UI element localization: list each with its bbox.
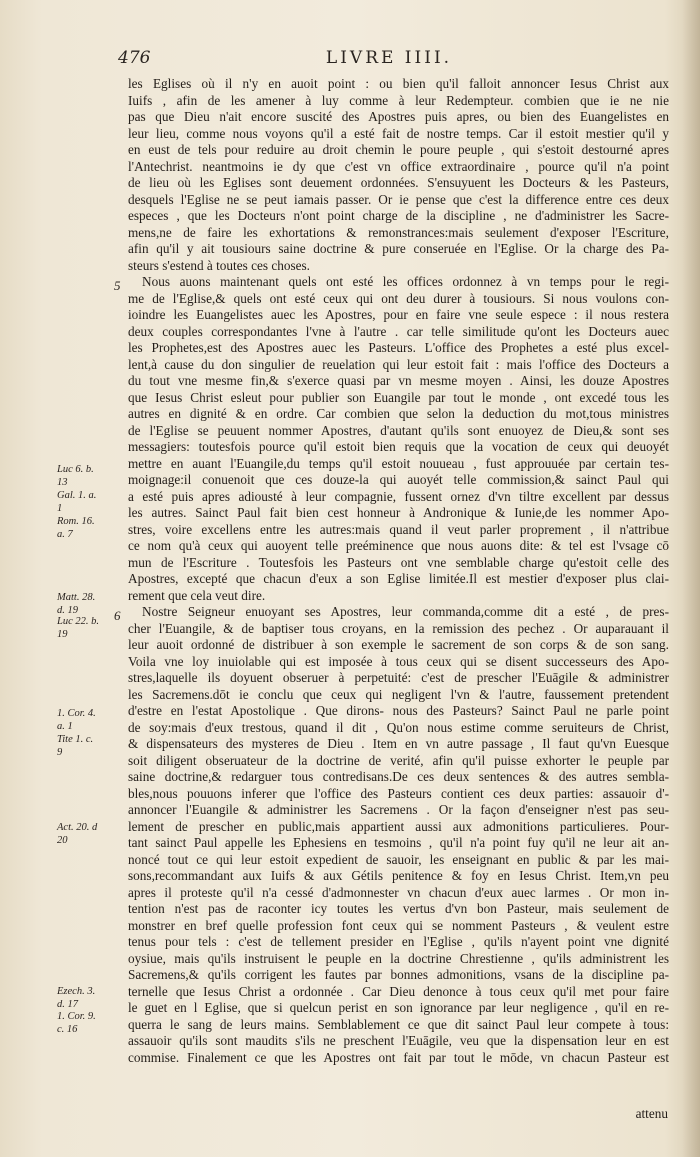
text-line: cher l'Euangile, & de baptiser tous croyans, en la remission des pechez . Or auparauant il (128, 620, 669, 636)
text-line: de lieu où les Eglises sont deuement ordonnées. S'ensuyuent les Docteurs & les Pasteurs, (128, 175, 669, 190)
text-line: Nous auons maintenant quels ont esté les offices ordonnez à vn temps pour le regi- (142, 274, 669, 289)
text-line: annoncer l'Euangile & administrer les Sacremens . Or la façon d'enseigner n'est pas seu- (128, 802, 669, 817)
text-line: Apostres, excepté que chacun d'eux a son Eglise limitée.Il est mestier d'exposer plus clai- (128, 571, 669, 586)
text-line: l'Antechrist. neantmoins ie dy que c'est vn office extraordinaire , pource qu'il n'a point (128, 158, 669, 174)
margin-note (57, 490, 115, 515)
text-line: Iuifs , afin de les amener à luy comme à leur Redempteur. combien que ie ne nie (128, 92, 669, 108)
text-line: saine doctrine,& redarguer tous contredisans.De ces deux sentences & des autres sembla- (128, 769, 669, 784)
text-line: me de l'Eglise,& quels ont esté ceux qui ont deu durer à tousiours. Si nous voulons con- (128, 290, 669, 306)
text-line: de soy:mais d'eux trestous, quand il dit , Qu'on nous estime comme seruiteurs de Christ, (128, 719, 669, 735)
text-line: les Eglises où il n'y en auoit point : ou bien qu'il falloit annoncer Iesus Christ aux (128, 76, 669, 91)
text-line: Nostre Seigneur enuoyant ses Apostres, leur commanda,comme dit a esté , de pres- (142, 604, 669, 619)
body-text (128, 76, 669, 1083)
running-head: LIVRE IIII. (325, 48, 453, 68)
text-line: mens,ne de faire les exhortations & remonstrances:mais seulement d'exposer l'Escriture, (128, 224, 669, 240)
text-line: afin qu'il y ait tousiours saine doctrine & pure conseruée en l'Eglise. Or la charge des Pa- (128, 241, 669, 256)
text-line: les Prophetes,est des Apostres auec les Pasteurs. L'office des Prophetes a esté plus excel- (128, 340, 669, 355)
text-line: apres il proteste qu'il n'a cessé d'admonnester vn chacun d'eux auec larmes . Or mon in- (128, 884, 669, 900)
text-line: les autres. Sainct Paul fait bien cest honneur à Andronique & Iunie,de les nommer Apo- (128, 505, 669, 520)
text-line: stres,laquelle ils doyuent obseruer à perpetuité: c'est de prescher l'Euāgile & administrer (128, 670, 669, 685)
text-line: leur auoit ordonné de distribuer à son exemple le sacrement de son corps & de son sang. (128, 637, 669, 652)
margin-note-line: 1. Cor. 4. (57, 708, 96, 719)
text-line: soit diligent obseruateur de la doctrine de verité, afin qu'il puisse exhorter le peuple par (128, 752, 669, 768)
text-line: tention n'est pas de raconter icy toutes les vertus d'vn bon Pasteur, mais seulement de (128, 901, 669, 916)
text-line: especes , que les Docteurs n'ont point charge de la discipline , ne d'administrer les Sacre- (128, 208, 669, 223)
text-line: tant sainct Paul appelle les Ephesiens en tesmoins , qu'il n'a point fuy qu'il ne leur ait an- (128, 835, 669, 850)
margin-note (57, 708, 115, 733)
text-line: steurs s'estend à toutes ces choses. (128, 257, 310, 273)
text-line: Voila vne loy inuiolable qui est imposée à tous ceux qui se disent successeurs des Apo- (128, 653, 669, 669)
margin-note (57, 986, 115, 1036)
catchword: attenu (635, 1106, 668, 1121)
margin-note-line: Gal. 1. a. (57, 490, 97, 501)
text-line: a esté puis apres adiousté à leur compagnie, fussent ornez d'vn tiltre excellent par dessus (128, 488, 669, 504)
margin-note-line: Luc 22. b. (57, 616, 99, 627)
text-line: lent,à cause du don singulier de reuelation qui leur estoit fait : mais l'office des Docteurs a (128, 356, 669, 372)
text-line: mun de l'Escriture . Toutesfois les Pasteurs ont vne semblable charge qu'estoit celle des (128, 554, 669, 570)
margin-note-line: 1. Cor. 9. (57, 1011, 96, 1022)
text-line: lement de prescher en public,mais appartient aussi aux admonitions particulieres. Pour- (128, 818, 669, 834)
text-line: le guet en l Eglise, que si quelcun perist en son ignorance par leur negligence , qu'il en re- (128, 1000, 669, 1015)
text-line: querra le sang de leurs mains. Semblablement ce que dit sainct Paul leur compete à tous: (128, 1016, 669, 1032)
margin-note (57, 464, 115, 489)
text-line (128, 1066, 669, 1083)
text-line: bles,nous pouuons inferer que l'office des Pasteurs contient ces deux parties: assauoir d'- (128, 785, 669, 801)
margin-note-line: a. 1 (57, 720, 73, 732)
margin-note-line: Rom. 16. (57, 516, 95, 527)
margin-note-line: d. 19 (57, 604, 78, 616)
text-line: de l'Eglise se peuuent nommer Apostres, d'autant qu'ils sont enuoyez de Dieu,& sont ses (128, 422, 669, 438)
margin-note (57, 616, 115, 641)
text-line: noncé tout ce qui leur estoit expedient de sauoir, les enseignant en public & par les mai- (128, 851, 669, 867)
text-line: commise. Finalement ce que les Apostres ont fait par tout le mōde, vn chacun Pasteur est (128, 1049, 669, 1065)
margin-note (57, 592, 115, 617)
text-line: rement que cela veut dire. (128, 587, 266, 603)
margin-note-line: 20 (57, 834, 68, 846)
margin-note-line: d. 17 (57, 998, 78, 1010)
text-line: leur lieu, comme nous voyons qu'il a esté fait de nostre temps. Car il estoit mestier qu'il y (128, 125, 669, 141)
text-line: que Iesus Christ esleut pour publier son Euangile par tout le monde , ont excedé tous les (128, 389, 669, 405)
margin-note-line: c. 16 (57, 1023, 78, 1035)
text-line: sons,recommandant aux Iuifs & aux Gétils penitence & foy en Iesus Christ. Item,vn peu (128, 868, 669, 883)
page-fold-shadow (682, 0, 700, 1157)
text-line: pas que Dieu n'ait encore suscité des Apostres puis apres, ou bien des Euangelistes en (128, 109, 669, 124)
margin-note-line: Tite 1. c. (57, 734, 94, 745)
margin-note (57, 734, 115, 759)
margin-note (57, 516, 115, 541)
text-line: d'estre en l'estat Apostolique . Que dirons- nous des Pasteurs? Sainct Paul ne parle point (128, 703, 669, 718)
text-line: ternelle que Iesus Christ a ordonnée . Car Dieu denonce à tous ceux qu'il met pour faire (128, 983, 669, 999)
text-line: messagiers: toutesfois pource qu'il estoit bien requis que la vocation de ceux qui deuoyét (128, 439, 669, 454)
text-line: tenus pour tels : c'est de tellement presider en l'Eglise , qu'ils n'ayent point vne dignité (128, 934, 669, 949)
section-number: 5 (114, 278, 121, 293)
margin-note-line: Matt. 28. (57, 592, 96, 603)
text-line: assauoir qu'ils sont maudits s'ils ne preschent l'Euāgile, veu que la dispensation leur en est (128, 1033, 669, 1048)
text-line: moignage:il conuenoit que ces douze-la qui auoyét telle commission,& sainct Paul qui (128, 472, 669, 487)
text-line: deux couples correspondantes l'vne à l'autre . car telle similitude qu'ont les Docteurs auec (128, 323, 669, 339)
text-line: en eust de tels pour reduire au droit chemin le poure peuple , qui s'estoit destourné apres (128, 142, 669, 157)
text-line: oysiue, mais qu'ils instruisent le peuple en la doctrine Chrestienne , qu'ils administrent les (128, 950, 669, 966)
text-line: Sacremens,& qu'ils corrigent les fautes par bonnes admonitions, vsans de la discipline pa- (128, 967, 669, 982)
section-number: 6 (114, 608, 121, 623)
text-line: autres en dignité & en ordre. Car combien que selon la deduction du mot,tous ministres (128, 406, 669, 421)
margin-note-line: Luc 6. b. (57, 464, 94, 475)
margin-note (57, 822, 115, 847)
text-line: ioindre les Euangelistes auec les Apostres, pour en faire vne seule espece : il nous restera (128, 307, 669, 322)
text-line: stres, voire excellens entre les autres:mais quand il veut parler proprement , il n'attribue (128, 521, 669, 537)
text-line: du tout vne mesme fin,& s'exerce quasi par vn mesme moyen . Ainsi, les douze Apostres (128, 373, 669, 388)
margin-note-line: 1 (57, 502, 63, 514)
margin-note-line: 9 (57, 746, 63, 758)
text-line: les Sacremens.dōt ie conclu que ceux qui negligent l'vn & l'autre, faussement pretendent (128, 686, 669, 702)
margin-note-line: a. 7 (57, 528, 73, 540)
margin-note-line: 19 (57, 628, 68, 640)
text-line: ce nom qu'à ceux qui auoyent telle preéminence que nous auons dite: & tel est l'vsage cō (128, 538, 669, 553)
text-line: & dispensateurs des mysteres de Dieu . Item en vn autre passage , Il faut qu'vn Euesque (128, 736, 669, 751)
text-line: mettre en auant l'Euangile,du temps qu'il estoit nouueau , fust approuuée par certain tes- (128, 455, 669, 471)
margin-note-line: Ezech. 3. (57, 986, 96, 997)
page-header (118, 48, 660, 70)
margin-note-line: 13 (57, 476, 68, 488)
text-line: monstrer en bref quelle profession font ceux qui se nomment Pasteurs , & veulent estre (128, 917, 669, 933)
page-number: 476 (118, 48, 151, 68)
margin-note-line: Act. 20. d (57, 822, 98, 833)
text-line: desquels l'Eglise ne se peut iamais passer. Or ie pense que c'est la difference entre ces deux (128, 191, 669, 207)
